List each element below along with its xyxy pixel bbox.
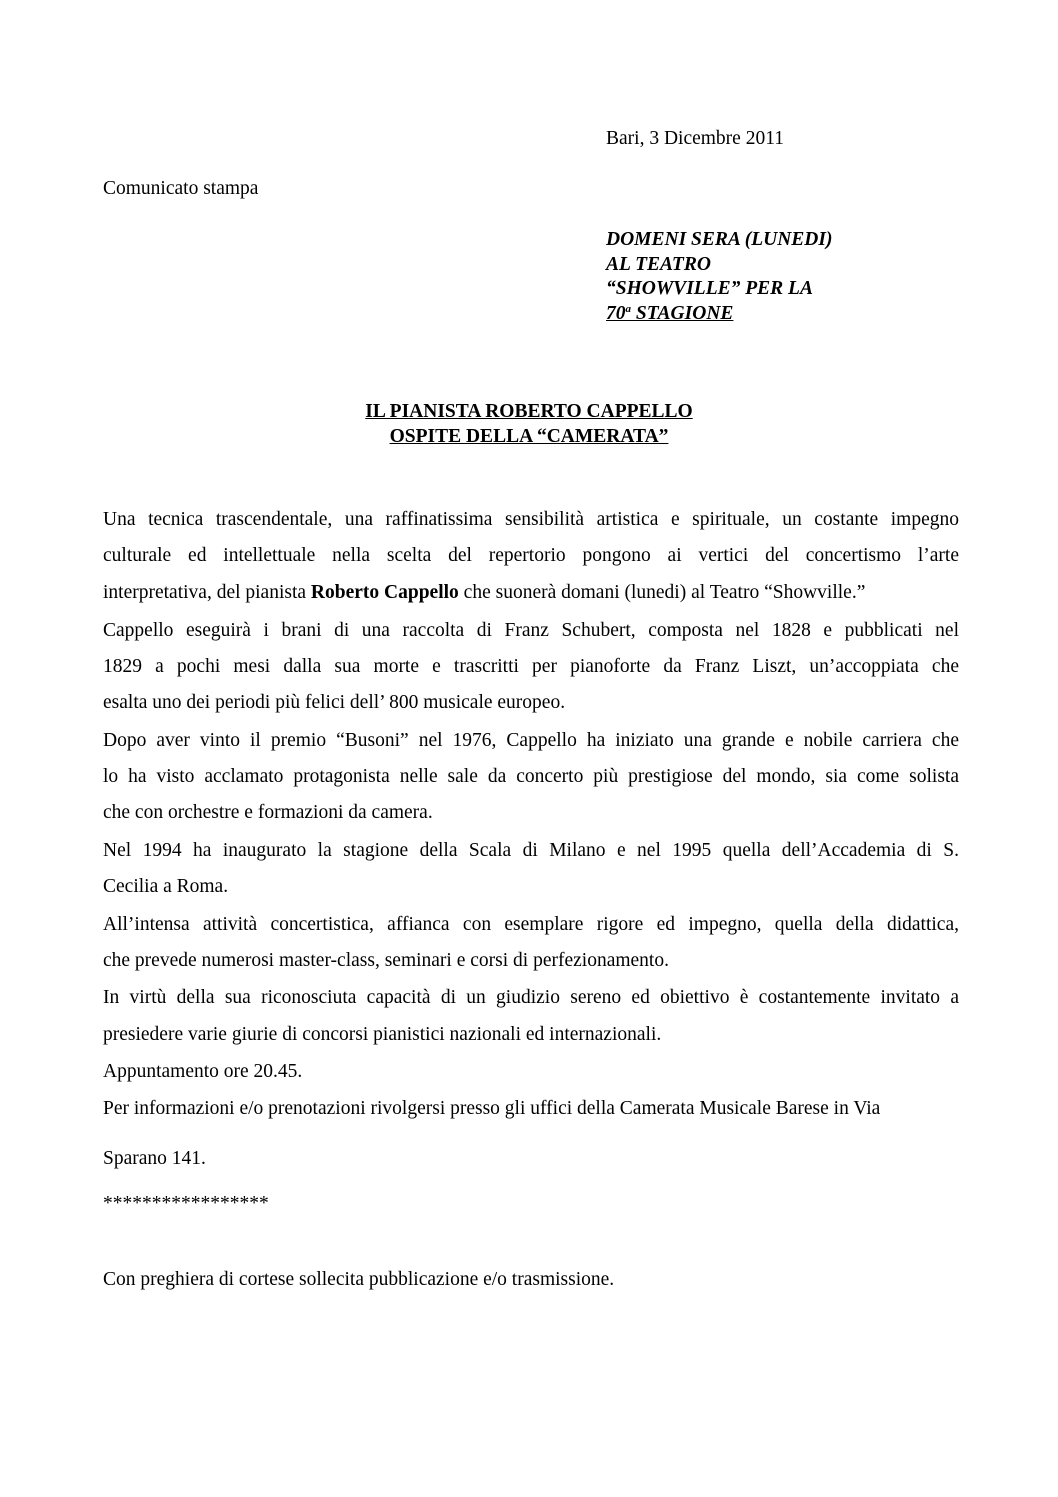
body-line: culturale ed intellettuale nella scelta del repertorio pongono ai vertici del concertismo l’arte <box>103 545 959 566</box>
body-line: Sparano 141. <box>103 1148 206 1169</box>
title-line: OSPITE DELLA “CAMERATA” <box>389 425 669 447</box>
headline-line: DOMENI SERA (LUNEDI) <box>606 229 833 250</box>
document-date: Bari, 3 Dicembre 2011 <box>606 128 784 149</box>
page-title <box>0 400 1058 449</box>
document-type: Comunicato stampa <box>103 178 259 199</box>
body-line: lo ha visto acclamato protagonista nelle sale da concerto più prestigiose del mondo, sia come solista <box>103 766 959 787</box>
closing-note: Con preghiera di cortese sollecita pubblicazione e/o trasmissione. <box>103 1269 615 1290</box>
separator: ***************** <box>103 1193 269 1214</box>
artist-name: Roberto Cappello <box>310 582 459 603</box>
body-line: 1829 a pochi mesi dalla sua morte e trascritti per pianoforte da Franz Liszt, un’accoppiata che <box>103 656 959 677</box>
body-line: In virtù della sua riconosciuta capacità di un giudizio sereno ed obiettivo è costantemente invitato a <box>103 987 959 1008</box>
title-line: IL PIANISTA ROBERTO CAPPELLO <box>365 401 693 422</box>
body-line: Dopo aver vinto il premio “Busoni” nel 1976, Cappello ha iniziato una grande e nobile carriera che <box>103 730 959 751</box>
body-line: presiedere varie giurie di concorsi pianistici nazionali ed internazionali. <box>103 1024 662 1045</box>
body-line: Nel 1994 ha inaugurato la stagione della Scala di Milano e nel 1995 quella dell’Accademia di S. <box>103 840 959 861</box>
season-label: STAGIONE <box>631 302 734 324</box>
headline-line-stagione <box>606 302 832 327</box>
body-line: interpretativa, del pianista Roberto Cappello che suonerà domani (lunedi) al Teatro “Showville.” <box>103 582 866 603</box>
headline-line: AL TEATRO <box>606 253 711 275</box>
body-line: Appuntamento ore 20.45. <box>103 1061 303 1082</box>
headline-block <box>606 228 832 326</box>
headline-line: “SHOWVILLE” PER LA <box>606 278 813 299</box>
body-line: Per informazioni e/o prenotazioni rivolgersi presso gli uffici della Camerata Musicale Barese in Via <box>103 1098 881 1119</box>
body-line: All’intensa attività concertistica, affianca con esemplare rigore ed impegno, quella della didattica, <box>103 914 959 935</box>
body-line: Una tecnica trascendentale, una raffinatissima sensibilità artistica e spirituale, un costante impegno <box>103 509 959 530</box>
body-line: che con orchestre e formazioni da camera. <box>103 802 433 823</box>
body-line: che prevede numerosi master-class, seminari e corsi di perfezionamento. <box>103 950 669 971</box>
season-number: 70 <box>606 302 626 324</box>
body-line: Cecilia a Roma. <box>103 876 229 897</box>
body-line: Cappello eseguirà i brani di una raccolta di Franz Schubert, composta nel 1828 e pubblicati nel <box>103 620 959 641</box>
body-line: esalta uno dei periodi più felici dell’ 800 musicale europeo. <box>103 692 566 713</box>
ordinal-suffix: a <box>625 302 631 315</box>
